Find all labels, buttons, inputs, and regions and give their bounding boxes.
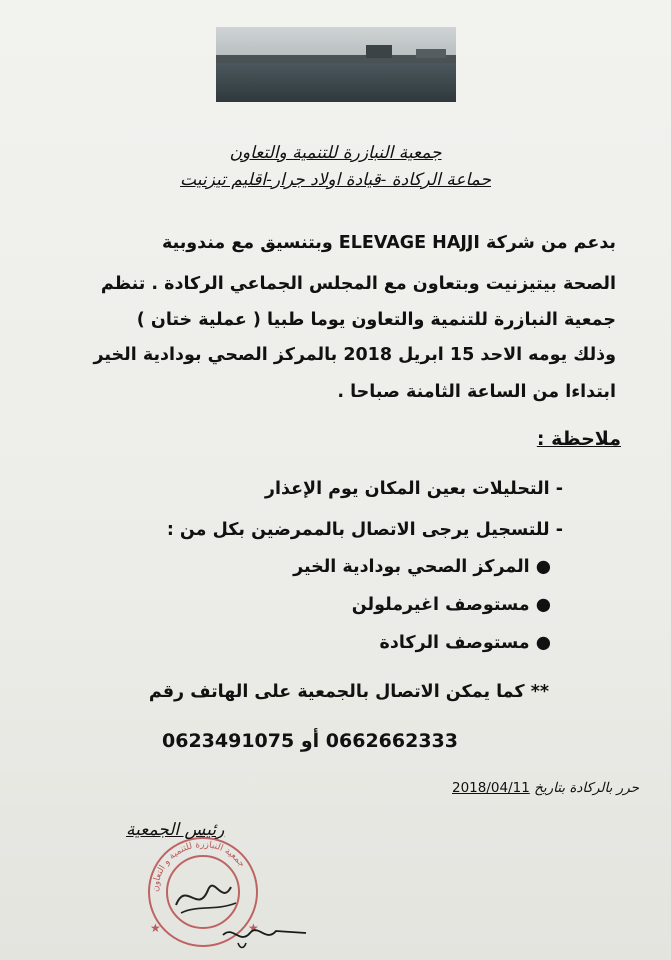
announcement-line-4: وذلك يومه الاحد 15 ابريل 2018 بالمركز الصحي بودادية الخير bbox=[93, 345, 616, 365]
notes-title: ملاحظة : bbox=[536, 428, 621, 450]
contact-text: ** كما يمكن الاتصال بالجمعية على الهاتف رقم bbox=[148, 682, 549, 702]
svg-text:★: ★ bbox=[150, 921, 161, 935]
note-item: - للتسجيل يرجى الاتصال بالممرضين بكل من : bbox=[166, 520, 563, 540]
written-date bbox=[452, 780, 639, 796]
president-title: رئيس الجمعية bbox=[126, 820, 225, 840]
date-value: 2018/04/11 bbox=[452, 780, 530, 796]
header-photo bbox=[216, 27, 456, 102]
announcement-line-5: ابتداءا من الساعة الثامنة صباحا . bbox=[337, 382, 616, 402]
svg-text:جمعية النبازرة للتنمية و التعا: جمعية النبازرة للتنمية و التعاون bbox=[150, 839, 247, 893]
phone-number-2: 0623491075 bbox=[162, 730, 295, 752]
place-item: ● مستوصف اغيرملولن bbox=[351, 595, 551, 615]
announcement-line-3: جمعية النبازرة للتنمية والتعاون يوما طبيا ( عملية ختان ) bbox=[136, 310, 616, 330]
association-location: حماعة الركادة -قيادة اولاد جرار-اقليم تيزنيت bbox=[180, 170, 491, 190]
phone-numbers bbox=[162, 730, 458, 752]
phone-number-1: 0662662333 bbox=[325, 730, 458, 752]
place-item: ● مستوصف الركادة bbox=[379, 633, 551, 653]
announcement-line-2: الصحة بيتيزنيت وبتعاون مع المجلس الجماعي الركادة . تنظم bbox=[100, 274, 616, 294]
written-prefix: حرر بالركادة بتاريخ bbox=[534, 780, 639, 796]
signature bbox=[218, 905, 308, 955]
note-item: - التحليلات بعين المكان يوم الإعذار bbox=[264, 479, 563, 499]
association-name: جمعية النبازرة للتنمية والتعاون bbox=[229, 143, 442, 163]
phone-or: أو bbox=[300, 730, 320, 752]
place-item: ● المركز الصحي بودادية الخير bbox=[293, 557, 551, 577]
announcement-line-1: بدعم من شركة ELEVAGE HAJJI وبتنسيق مع مندوبية bbox=[161, 233, 616, 253]
svg-text:★: ★ bbox=[248, 921, 259, 935]
